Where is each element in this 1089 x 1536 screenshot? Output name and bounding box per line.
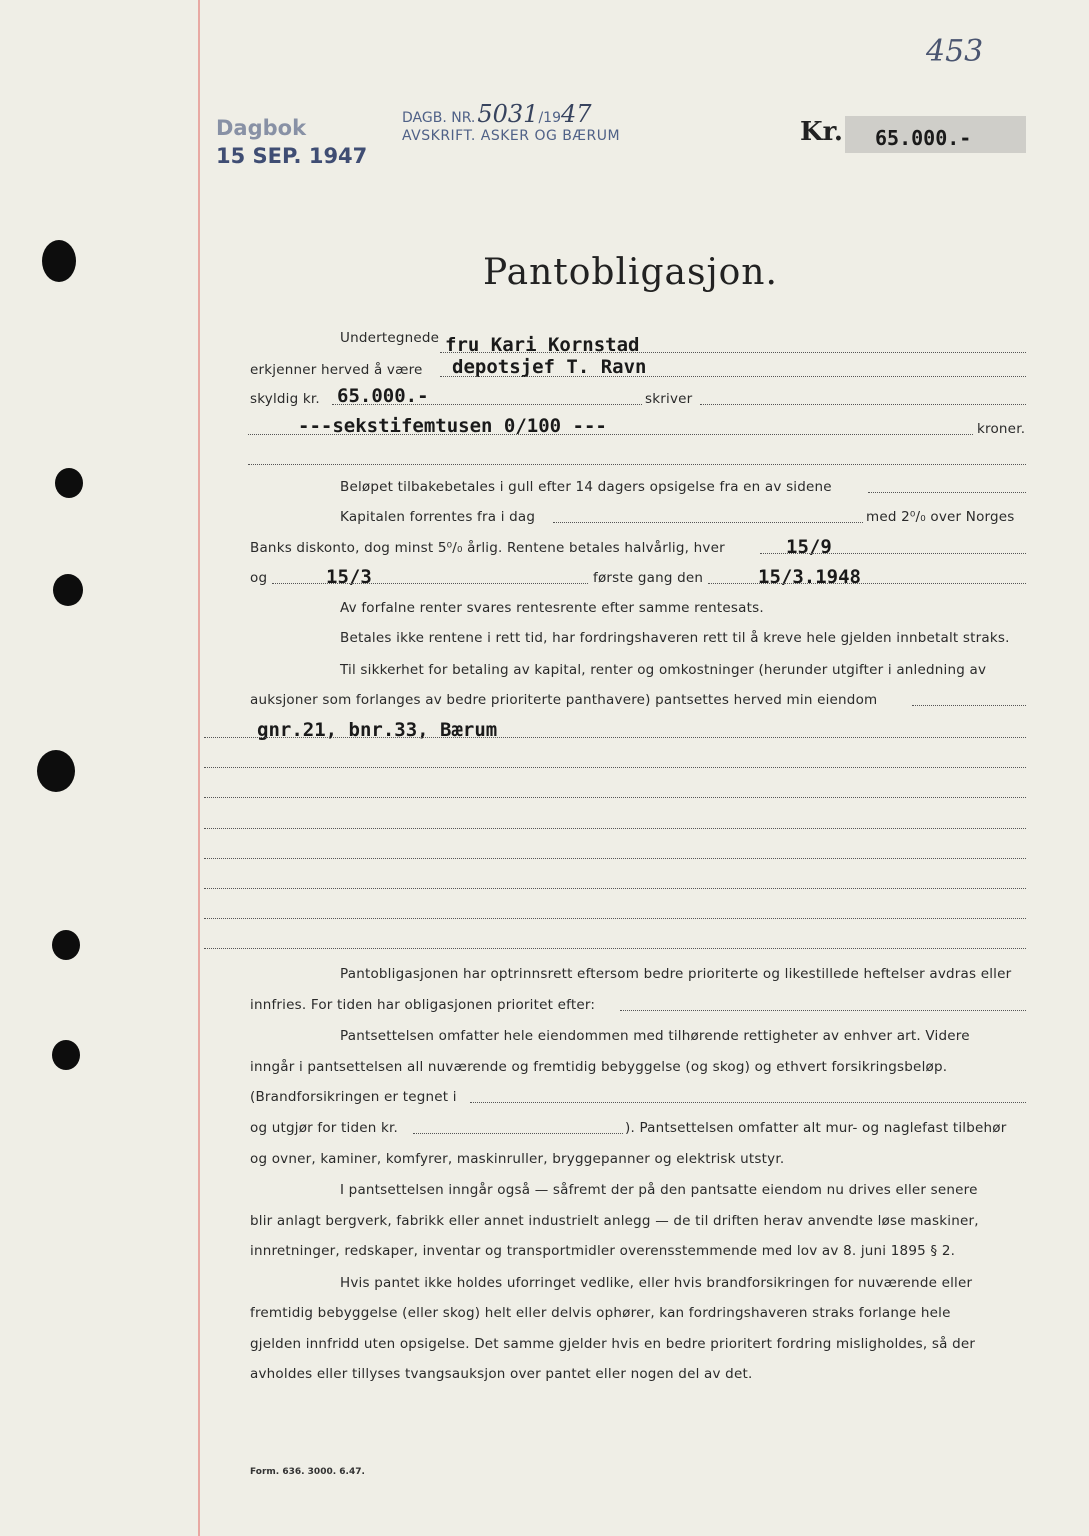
interest-rate-label: med 2⁰/₀ over Norges xyxy=(866,509,1015,525)
skriver-label: skriver xyxy=(645,391,693,407)
priority-line-2: innfries. For tiden har obligasjonen prioritet efter: xyxy=(250,997,596,1013)
punch-hole xyxy=(52,1040,80,1070)
auction-line: auksjoner som forlanges av bedre prioriterte panthavere) pantsettes herved min eiendom xyxy=(250,692,878,708)
field-line xyxy=(332,404,642,405)
condition-line-1: Hvis pantet ikke holdes uforringet vedlike, eller hvis brandforsikringen for nuværende eller xyxy=(340,1275,973,1291)
og-label: og xyxy=(250,570,268,586)
punch-hole xyxy=(37,750,75,792)
field-line xyxy=(413,1133,623,1134)
field-line xyxy=(204,918,1026,919)
field-line xyxy=(700,404,1026,405)
erkjenner-label: erkjenner herved å være xyxy=(250,362,423,378)
property-value: gnr.21, bnr.33, Bærum xyxy=(257,719,498,741)
field-line xyxy=(248,434,973,435)
security-line: Til sikkerhet for betaling av kapital, renter og omkostninger (herunder utgifter i anledning av xyxy=(340,662,987,678)
dagb-nr-stamp: DAGB. NR.5031/1947 xyxy=(402,100,592,128)
interest-from-label: Kapitalen forrentes fra i dag xyxy=(340,509,536,525)
field-line xyxy=(204,888,1026,889)
dagb-number: 5031 xyxy=(477,100,539,128)
form-number: Form. 636. 3000. 6.47. xyxy=(250,1467,365,1477)
field-line xyxy=(272,583,588,584)
first-payment-date: 15/3.1948 xyxy=(758,566,861,588)
scope-line-1: Pantsettelsen omfatter hele eiendommen med tilhørende rettigheter av enhver art. Videre xyxy=(340,1028,970,1044)
scope-line-4b: ). Pantsettelsen omfatter alt mur- og naglefast tilbehør xyxy=(625,1120,1007,1136)
field-line xyxy=(620,1010,1026,1011)
date-stamp: 15 SEP. 1947 xyxy=(216,144,368,168)
scope-line-5: og ovner, kaminer, komfyrer, maskinruller, bryggepanner og elektrisk utstyr. xyxy=(250,1151,785,1167)
industry-line-3: innretninger, redskaper, inventar og transportmidler overensstemmende med lov av 8. juni 1895 § 2. xyxy=(250,1243,956,1259)
field-line xyxy=(204,737,1026,738)
scope-line-2: inngår i pantsettelsen all nuværende og fremtidig bebyggelse (og skog) og ethvert forsikringsbeløp. xyxy=(250,1059,948,1075)
late-interest-line: Av forfalne renter svares rentesrente efter samme rentesats. xyxy=(340,600,764,616)
scope-line-4a: og utgjør for tiden kr. xyxy=(250,1120,399,1136)
avskrift-stamp: AVSKRIFT. ASKER OG BÆRUM xyxy=(402,128,621,144)
amount-value: 65.000.- xyxy=(875,126,972,150)
field-line xyxy=(440,352,1026,353)
document-title: Pantobligasjon. xyxy=(483,252,778,293)
amount-in-words: ---sekstifemtusen 0/100 --- xyxy=(298,415,607,437)
field-line xyxy=(470,1102,1026,1103)
field-line xyxy=(204,767,1026,768)
repayment-line: Beløpet tilbakebetales i gull efter 14 dagers opsigelse fra en av sidene xyxy=(340,479,832,495)
skyldig-value: 65.000.- xyxy=(337,385,429,407)
undertegnede-label: Undertegnede xyxy=(340,330,440,346)
industry-line-1: I pantsettelsen inngår også — såfremt der på den pantsatte eiendom nu drives eller senere xyxy=(340,1182,978,1198)
kr-label: Kr. xyxy=(800,117,843,147)
punch-hole xyxy=(52,930,80,960)
punch-hole xyxy=(42,240,76,282)
punch-hole xyxy=(55,468,83,498)
dagbok-stamp: Dagbok xyxy=(216,116,307,140)
industry-line-2: blir anlagt bergverk, fabrikk eller annet industrielt anlegg — de til driften herav anvendte løse maskiner, xyxy=(250,1213,979,1229)
field-line xyxy=(440,376,1026,377)
page-number: 453 xyxy=(926,34,984,69)
field-line xyxy=(204,858,1026,859)
field-line xyxy=(868,492,1026,493)
discount-line: Banks diskonto, dog minst 5⁰/₀ årlig. Rentene betales halvårlig, hver xyxy=(250,540,725,556)
field-line xyxy=(760,553,1026,554)
field-line xyxy=(204,828,1026,829)
field-line xyxy=(204,797,1026,798)
condition-line-3: gjelden innfridd uten opsigelse. Det samme gjelder hvis en bedre prioritert fordring misligholdes, så der xyxy=(250,1336,976,1352)
margin-line xyxy=(198,0,200,1536)
field-line xyxy=(708,583,1026,584)
field-line xyxy=(204,948,1026,949)
scope-line-3: (Brandforsikringen er tegnet i xyxy=(250,1089,457,1105)
first-time-label: første gang den xyxy=(593,570,704,586)
field-line xyxy=(553,522,863,523)
field-line xyxy=(248,464,1026,465)
interest-date-2: 15/3 xyxy=(326,566,372,588)
field-line xyxy=(912,705,1026,706)
dagb-year: 47 xyxy=(560,100,592,128)
kroner-label: kroner. xyxy=(977,421,1026,437)
condition-line-2: fremtidig bebyggelse (eller skog) helt eller delvis ophører, kan fordringshaveren straks forlange hele xyxy=(250,1305,951,1321)
condition-line-4: avholdes eller tillyses tvangsauksjon over pantet eller nogen del av det. xyxy=(250,1366,753,1382)
priority-line-1: Pantobligasjonen har optrinnsrett eftersom bedre prioriterte og likestillede heftelser avdras eller xyxy=(340,966,1012,982)
undertegnede-value: fru Kari Kornstad xyxy=(445,334,640,356)
interest-date-1: 15/9 xyxy=(786,536,832,558)
punch-hole xyxy=(53,574,83,606)
default-line: Betales ikke rentene i rett tid, har fordringshaveren rett til å kreve hele gjelden innbetalt straks. xyxy=(340,630,1010,646)
erkjenner-value: depotsjef T. Ravn xyxy=(452,356,647,378)
skyldig-label: skyldig kr. xyxy=(250,391,320,407)
